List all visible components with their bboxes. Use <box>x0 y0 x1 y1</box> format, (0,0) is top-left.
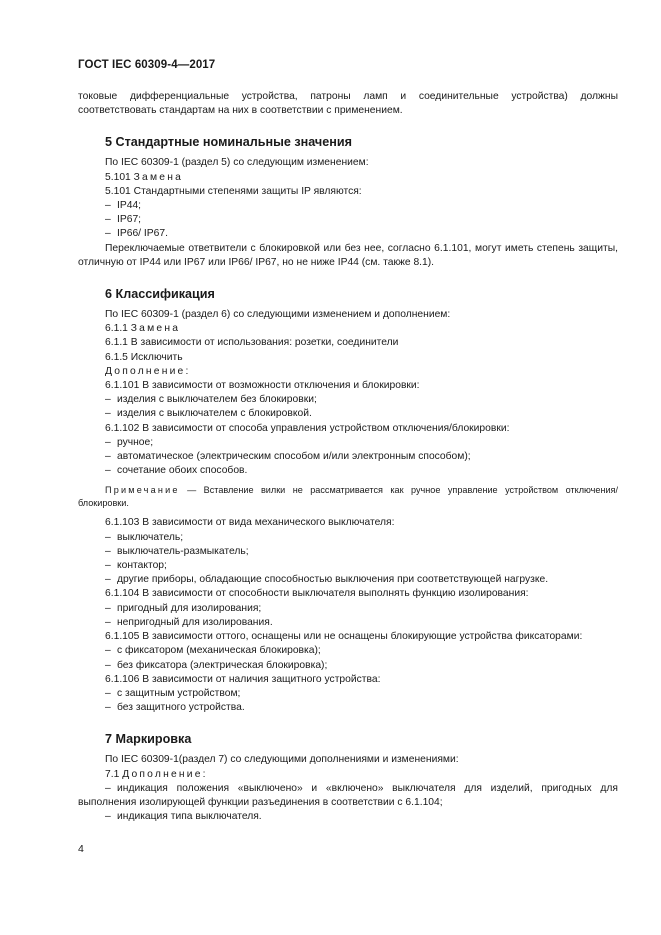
s6-addition-label: Дополнение: <box>105 365 189 377</box>
s6-dash-item: – другие приборы, обладающие способностью выключения при соответствующей нагрузке. <box>105 574 549 586</box>
s5-dash-item: – IP66/ IP67. <box>105 228 168 240</box>
s5-dash-item: – IP44; <box>105 200 142 212</box>
section-7-heading: 7 Маркировка <box>105 732 192 747</box>
s6-replace-label: Замена <box>130 323 181 335</box>
s5-paragraph-3: 5.101 Стандартными степенями защиты IP являются: <box>105 185 362 197</box>
s7-addition-label: Дополнение <box>122 768 203 780</box>
section-6-heading: 6 Классификация <box>105 287 215 302</box>
s6-dash-item: – с защитным устройством; <box>105 687 241 699</box>
note-label: Примечание <box>105 485 180 496</box>
s6-dash-item: – изделия с выключателем без блокировки; <box>105 394 317 406</box>
s6-dash-item: – непригодный для изолирования. <box>105 616 273 628</box>
s6-paragraph-4: 6.1.5 Исключить <box>105 351 183 363</box>
s5-dash-item: – IP67; <box>105 214 142 226</box>
s6-paragraph-9: 6.1.104 В зависимости от способности выключателя выполнять функцию изолирования: <box>105 588 529 600</box>
s6-dash-item: – выключатель; <box>105 531 184 543</box>
s6-paragraph-11: 6.1.106 В зависимости от наличия защитного устройства: <box>105 673 381 685</box>
s6-dash-item: – контактор; <box>105 560 167 572</box>
s6-dash-item: – выключатель-размыкатель; <box>105 545 249 557</box>
s6-paragraph-7: 6.1.102 В зависимости от способа управления устройством отключения/блокировки: <box>105 422 510 434</box>
s6-dash-item: – изделия с выключателем с блокировкой. <box>105 408 312 420</box>
s5-replace-label: Замена <box>133 171 184 183</box>
s5-clause-number: 5.101 <box>105 171 134 183</box>
section-5-heading: 5 Стандартные номинальные значения <box>105 135 352 150</box>
s5-paragraph-2 <box>78 171 618 185</box>
s5-paragraph-1: По IEC 60309-1 (раздел 5) со следующим изменением: <box>105 157 369 169</box>
s6-paragraph-6: 6.1.101 В зависимости от возможности отключения и блокировки: <box>105 380 420 392</box>
s7-paragraph-2: 7.1 Дополнение: <box>105 768 206 780</box>
s6-dash-item: – сочетание обоих способов. <box>105 465 248 477</box>
intro-paragraph: токовые дифференциальные устройства, патроны ламп и соединительные устройства) должны соответствовать стандартам на них в соответствии с применением. <box>78 91 618 117</box>
s6-note: Примечание — Вставление вилки не рассматривается как ручное управление устройством отключения/блокировки. <box>78 485 618 509</box>
s6-paragraph-2: 6.1.1 Замена <box>105 323 181 335</box>
s7-dash-item: – индикация положения «выключено» и «включено» выключателя для изделий, пригодных для выполнения изолирующей функции разъединения в соответствии с 6.1.104; <box>78 782 618 808</box>
s6-paragraph-10: 6.1.105 В зависимости оттого, оснащены или не оснащены блокирующие устройства фиксаторами: <box>105 631 583 643</box>
s6-paragraph-3: 6.1.1 В зависимости от использования: розетки, соединители <box>105 337 399 349</box>
s6-dash-item: – без защитного устройства. <box>105 702 245 714</box>
s6-paragraph-1: По IEC 60309-1 (раздел 6) со следующими изменением и дополнением: <box>105 309 451 321</box>
s6-paragraph-8: 6.1.103 В зависимости от вида механического выключателя: <box>105 517 395 529</box>
page-number: 4 <box>78 843 84 855</box>
s6-dash-item: – без фиксатора (электрическая блокировка); <box>105 659 328 671</box>
s6-dash-item: – автоматическое (электрическим способом и/или электронным способом); <box>105 451 471 463</box>
s5-paragraph-4: Переключаемые ответвители с блокировкой или без нее, согласно 6.1.101, могут иметь степень защиты, отличную от IP44 или IP67 или IP66/ IP67, но не ниже IP44 (см. также 8.1). <box>78 242 618 268</box>
page-content <box>78 90 618 824</box>
s7-dash-item: – индикация типа выключателя. <box>105 811 262 823</box>
s6-dash-item: – ручное; <box>105 436 154 448</box>
s6-dash-item: – пригодный для изолирования; <box>105 602 262 614</box>
s6-dash-item: – с фиксатором (механическая блокировка); <box>105 645 321 657</box>
standard-header: ГОСТ IEC 60309-4—2017 <box>78 59 216 71</box>
s7-paragraph-1: По IEC 60309-1(раздел 7) со следующими дополнениями и изменениями: <box>105 754 459 766</box>
